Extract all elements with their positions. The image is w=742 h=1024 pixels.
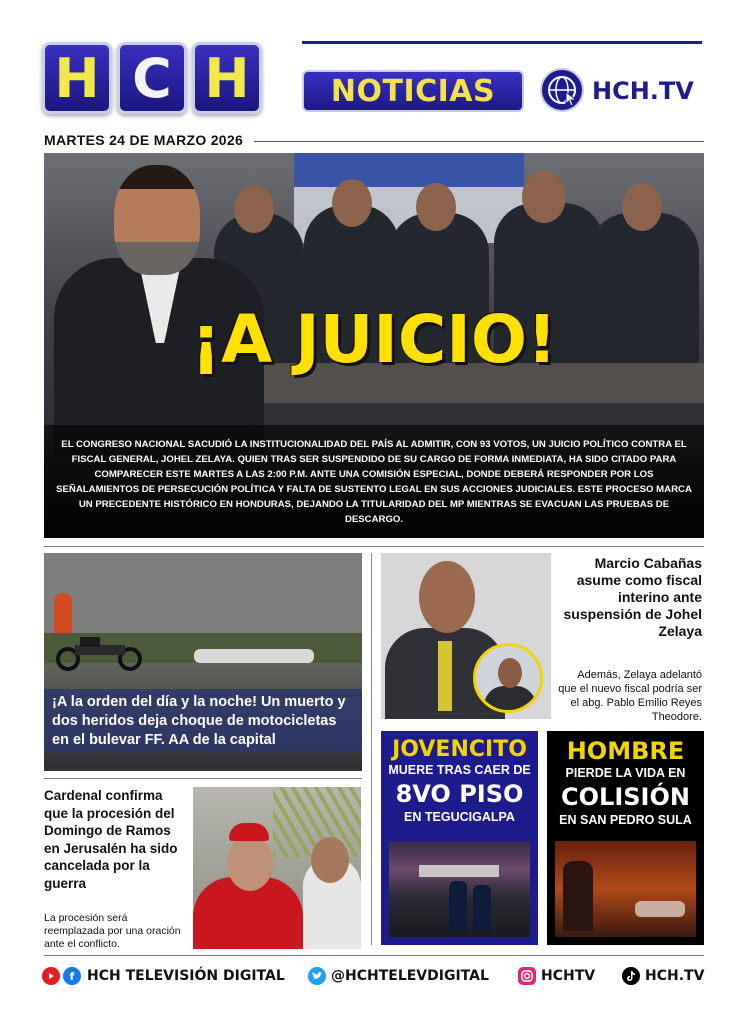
fiscal-text: Además, Zelaya adelantó que el nuevo fiscal podría ser el abg. Pablo Emilio Reyes Theodore. bbox=[558, 669, 702, 723]
jovencito-line3: 8VO PISO bbox=[395, 780, 524, 808]
divider bbox=[44, 778, 362, 779]
twitter-icon[interactable] bbox=[308, 967, 326, 985]
cardenal-title: Cardenal confirma que la procesión del Domingo de Ramos en Jerusalén ha sido cancelada por la guerra bbox=[44, 788, 178, 891]
accident-caption: ¡A la orden del día y la noche! Un muerto y dos heridos deja choque de motocicletas en el bulevar FF. AA de la capital bbox=[44, 689, 362, 751]
footer-youtube-facebook[interactable]: HCH TELEVISIÓN DIGITAL bbox=[87, 968, 285, 984]
jovencito-line4: EN TEGUCIGALPA bbox=[404, 810, 515, 824]
jovencito-line1: JOVENCITO bbox=[392, 737, 527, 762]
logo-letter-h2: H bbox=[192, 42, 262, 114]
site-name: HCH.TV bbox=[592, 77, 694, 105]
hombre-line2: PIERDE LA VIDA EN bbox=[565, 766, 686, 780]
cardenal-text: La procesión será reemplazada por una oración ante el conflicto. bbox=[44, 912, 181, 950]
footer-instagram[interactable]: HCHTV bbox=[541, 968, 596, 984]
hero-summary-box bbox=[44, 425, 704, 538]
cardenal-photo bbox=[193, 787, 361, 949]
hombre-line1: HOMBRE bbox=[566, 737, 685, 765]
hero-headline: ¡A JUICIO! bbox=[190, 301, 558, 378]
hombre-line3: COLISIÓN bbox=[561, 783, 690, 811]
hero-story bbox=[44, 153, 704, 538]
footer-rule bbox=[44, 955, 704, 956]
fiscal-inset-photo bbox=[473, 643, 543, 713]
section-title: NOTICIAS bbox=[302, 70, 524, 112]
logo-letter-h1: H bbox=[42, 42, 112, 114]
hombre-box bbox=[547, 731, 704, 945]
facebook-icon[interactable]: f bbox=[63, 967, 81, 985]
jovencito-line2: MUERE TRAS CAER DE bbox=[388, 763, 531, 777]
footer-tiktok[interactable]: HCH.TV bbox=[645, 968, 705, 984]
divider bbox=[44, 546, 704, 547]
logo-letter-c: C bbox=[117, 42, 187, 114]
jovencito-box bbox=[381, 731, 538, 945]
instagram-icon[interactable] bbox=[518, 967, 536, 985]
issue-date: MARTES 24 DE MARZO 2026 bbox=[44, 132, 244, 148]
header-rule bbox=[302, 41, 702, 44]
jovencito-photo bbox=[389, 841, 530, 937]
motorcycle-image bbox=[50, 631, 150, 671]
globe-cursor-icon bbox=[540, 68, 584, 112]
fiscal-title: Marcio Cabañas asume como fiscal interino ante suspensión de Johel Zelaya bbox=[563, 555, 702, 639]
tiktok-icon[interactable] bbox=[622, 967, 640, 985]
hero-summary: EL CONGRESO NACIONAL SACUDIÓ LA INSTITUCIONALIDAD DEL PAÍS AL ADMITIR, CON 93 VOTOS, UN JUICIO POLÍTICO CONTRA EL FISCAL GENERAL, JOHEL ZELAYA. QUIEN TRAS SER SUSPENDIDO DE SU CARGO DE FORMA INMEDIATA, HA SIDO CITADO PARA COMPARECER ESTE MARTES A LAS 2:00 P.M. ANTE UNA COMISIÓN ESPECIAL, DONDE DEBERÁ RESPONDER POR LOS SEÑALAMIENTOS DE PERSECUCIÓN POLÍTICA Y FALTA DE SUSTENTO LEGAL EN SUS ACCIONES JUDICIALES. ESTE PROCESO MARCA UN PRECEDENTE HISTÓRICO EN HONDURAS, DEJANDO LA TITULARIDAD DEL MP MIENTRAS SE EVACUAN LAS PRUEBAS DE DESCARGO. bbox=[56, 438, 692, 525]
hombre-photo bbox=[555, 841, 696, 937]
hombre-line4: EN SAN PEDRO SULA bbox=[559, 813, 692, 827]
accident-story bbox=[44, 553, 362, 771]
column-divider bbox=[371, 553, 372, 945]
footer-twitter[interactable]: @HCHTELEVDIGITAL bbox=[331, 968, 489, 984]
date-rule bbox=[254, 141, 704, 142]
youtube-icon[interactable] bbox=[42, 967, 60, 985]
